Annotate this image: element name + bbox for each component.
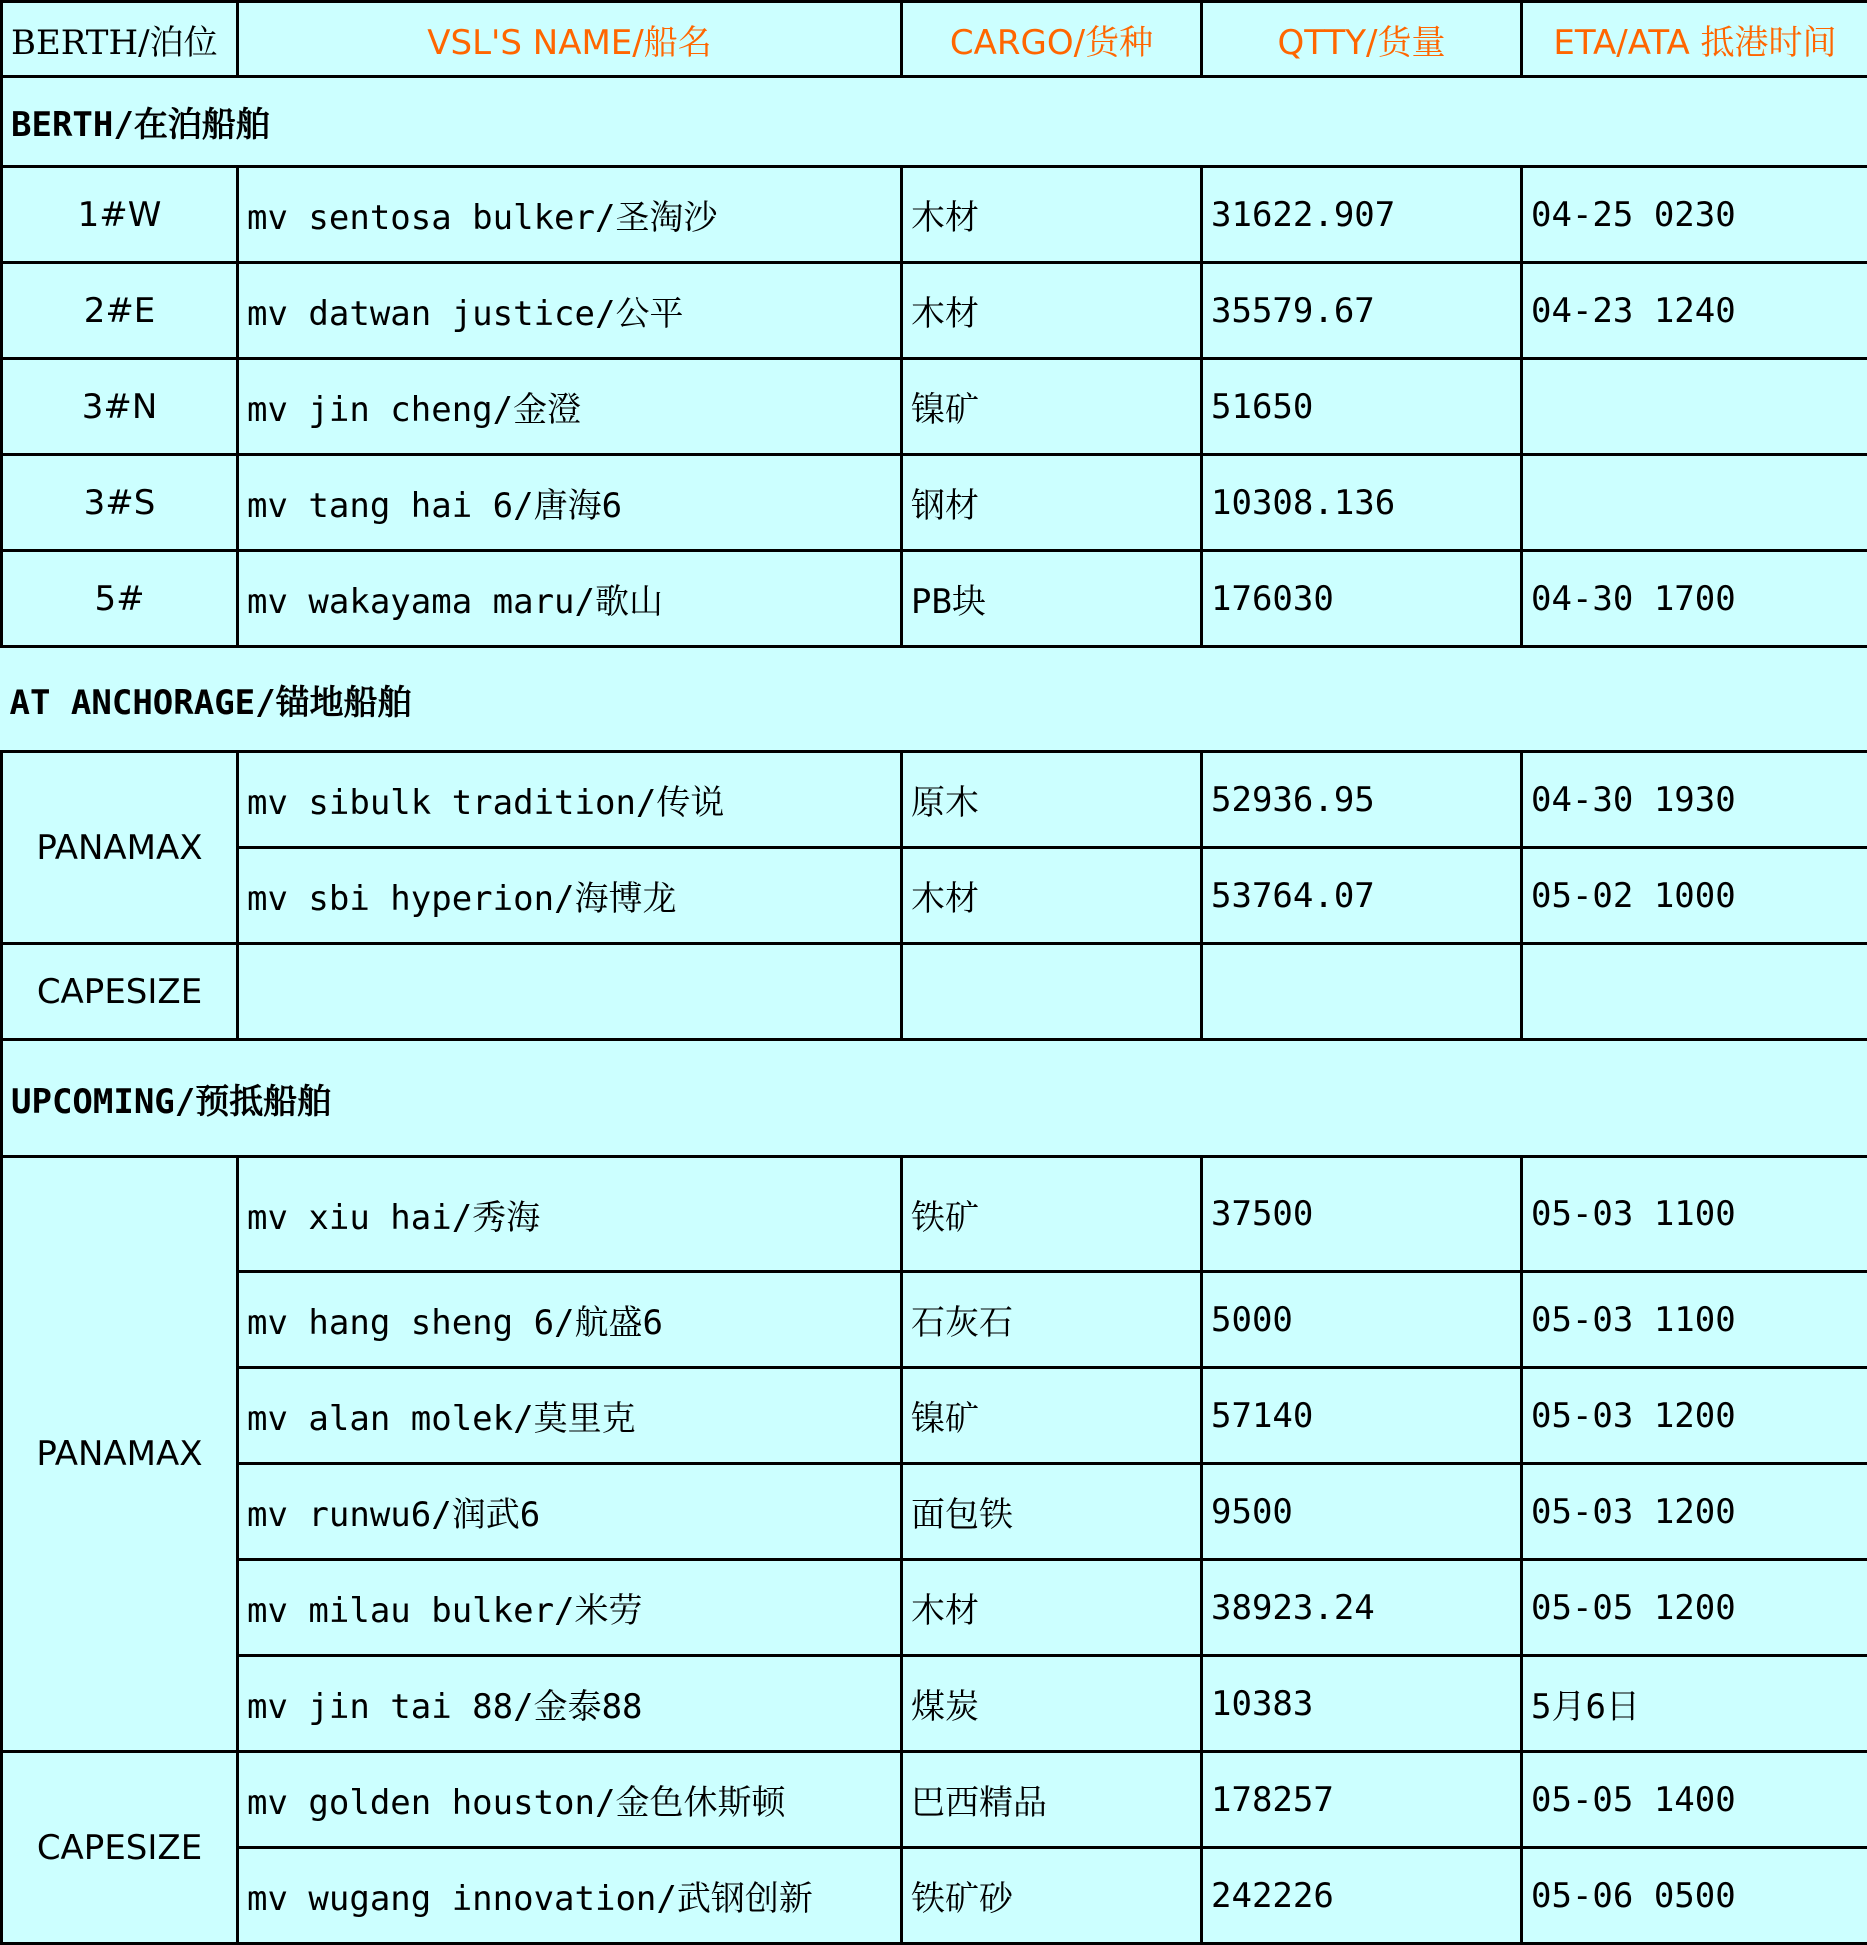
section-row-upcoming	[2, 1040, 1867, 1157]
qtty-cell: 9500	[1202, 1464, 1522, 1560]
table-row	[2, 1464, 1867, 1560]
qtty-cell: 57140	[1202, 1368, 1522, 1464]
cargo-cell: 木材	[902, 263, 1202, 359]
section-title-berth: BERTH/在泊船舶	[2, 77, 1867, 167]
section-title-upcoming: UPCOMING/预抵船舶	[2, 1040, 1867, 1157]
qtty-cell: 178257	[1202, 1752, 1522, 1848]
table-row	[2, 1368, 1867, 1464]
qtty-cell: 5000	[1202, 1272, 1522, 1368]
table-row	[2, 167, 1867, 263]
eta-cell: 05-05 1400	[1522, 1752, 1867, 1848]
cargo-cell: 木材	[902, 167, 1202, 263]
vessel-cell: mv wugang innovation/武钢创新	[238, 1848, 902, 1944]
cargo-cell: 镍矿	[902, 359, 1202, 455]
vessel-cell: mv datwan justice/公平	[238, 263, 902, 359]
qtty-cell: 31622.907	[1202, 167, 1522, 263]
cargo-cell: 钢材	[902, 455, 1202, 551]
eta-cell	[1522, 455, 1867, 551]
qtty-cell	[1202, 944, 1522, 1040]
vessel-cell: mv sbi hyperion/海博龙	[238, 848, 902, 944]
table-row	[2, 551, 1867, 647]
vessel-cell: mv tang hai 6/唐海6	[238, 455, 902, 551]
berth-cell: 1#W	[2, 167, 238, 263]
header-eta: ETA/ATA 抵港时间	[1522, 2, 1867, 77]
cargo-cell: 木材	[902, 848, 1202, 944]
eta-cell	[1522, 359, 1867, 455]
vessel-cell: mv runwu6/润武6	[238, 1464, 902, 1560]
qtty-cell: 53764.07	[1202, 848, 1522, 944]
vessel-cell: mv sibulk tradition/传说	[238, 752, 902, 848]
qtty-cell: 10308.136	[1202, 455, 1522, 551]
qtty-cell: 37500	[1202, 1157, 1522, 1272]
table-row	[2, 1656, 1867, 1752]
qtty-cell: 176030	[1202, 551, 1522, 647]
qtty-cell: 51650	[1202, 359, 1522, 455]
cargo-cell: 煤炭	[902, 1656, 1202, 1752]
cargo-cell: 铁矿	[902, 1157, 1202, 1272]
vessel-cell: mv sentosa bulker/圣淘沙	[238, 167, 902, 263]
qtty-cell: 242226	[1202, 1848, 1522, 1944]
eta-cell: 05-03 1200	[1522, 1464, 1867, 1560]
table-row	[2, 752, 1867, 848]
vessel-cell: mv golden houston/金色休斯顿	[238, 1752, 902, 1848]
berth-cell: 3#S	[2, 455, 238, 551]
section-row-berth	[2, 77, 1867, 167]
vessel-cell: mv jin cheng/金澄	[238, 359, 902, 455]
vessel-cell: mv jin tai 88/金泰88	[238, 1656, 902, 1752]
eta-cell: 5月6日	[1522, 1656, 1867, 1752]
cargo-cell: 巴西精品	[902, 1752, 1202, 1848]
qtty-cell: 10383	[1202, 1656, 1522, 1752]
qtty-cell: 52936.95	[1202, 752, 1522, 848]
eta-cell: 05-02 1000	[1522, 848, 1867, 944]
header-vessel-name: VSL'S NAME/船名	[238, 2, 902, 77]
vessel-cell: mv milau bulker/米劳	[238, 1560, 902, 1656]
eta-cell: 05-03 1100	[1522, 1157, 1867, 1272]
cargo-cell: PB块	[902, 551, 1202, 647]
cargo-cell: 原木	[902, 752, 1202, 848]
eta-cell: 05-05 1200	[1522, 1560, 1867, 1656]
header-cargo: CARGO/货种	[902, 2, 1202, 77]
eta-cell: 04-23 1240	[1522, 263, 1867, 359]
table-row	[2, 1752, 1867, 1848]
header-row	[2, 2, 1867, 77]
vessel-cell	[238, 944, 902, 1040]
table-row	[2, 1272, 1867, 1368]
table-row	[2, 1157, 1867, 1272]
class-cell-panamax: PANAMAX	[2, 752, 238, 944]
table-row	[2, 1560, 1867, 1656]
table-row	[2, 1848, 1867, 1944]
berth-cell: 3#N	[2, 359, 238, 455]
vessel-cell: mv hang sheng 6/航盛6	[238, 1272, 902, 1368]
cargo-cell: 木材	[902, 1560, 1202, 1656]
qtty-cell: 35579.67	[1202, 263, 1522, 359]
vessel-cell: mv xiu hai/秀海	[238, 1157, 902, 1272]
table-row	[2, 944, 1867, 1040]
section-row-anchorage	[2, 647, 1867, 752]
vessel-cell: mv alan molek/莫里克	[238, 1368, 902, 1464]
cargo-cell	[902, 944, 1202, 1040]
qtty-cell: 38923.24	[1202, 1560, 1522, 1656]
eta-cell: 05-03 1100	[1522, 1272, 1867, 1368]
eta-cell: 05-03 1200	[1522, 1368, 1867, 1464]
vessel-cell: mv wakayama maru/歌山	[238, 551, 902, 647]
cargo-cell: 面包铁	[902, 1464, 1202, 1560]
eta-cell: 05-06 0500	[1522, 1848, 1867, 1944]
cargo-cell: 石灰石	[902, 1272, 1202, 1368]
table-row	[2, 455, 1867, 551]
cargo-cell: 镍矿	[902, 1368, 1202, 1464]
class-cell-capesize: CAPESIZE	[2, 944, 238, 1040]
section-title-anchorage: AT ANCHORAGE/锚地船舶	[2, 647, 1867, 752]
eta-cell	[1522, 944, 1867, 1040]
berth-cell: 5#	[2, 551, 238, 647]
table-row	[2, 359, 1867, 455]
eta-cell: 04-30 1700	[1522, 551, 1867, 647]
header-berth: BERTH/泊位	[2, 2, 238, 77]
table-row	[2, 848, 1867, 944]
eta-cell: 04-30 1930	[1522, 752, 1867, 848]
table-row	[2, 263, 1867, 359]
header-quantity: QTTY/货量	[1202, 2, 1522, 77]
cargo-cell: 铁矿砂	[902, 1848, 1202, 1944]
berth-cell: 2#E	[2, 263, 238, 359]
eta-cell: 04-25 0230	[1522, 167, 1867, 263]
class-cell-panamax: PANAMAX	[2, 1157, 238, 1752]
class-cell-capesize: CAPESIZE	[2, 1752, 238, 1944]
